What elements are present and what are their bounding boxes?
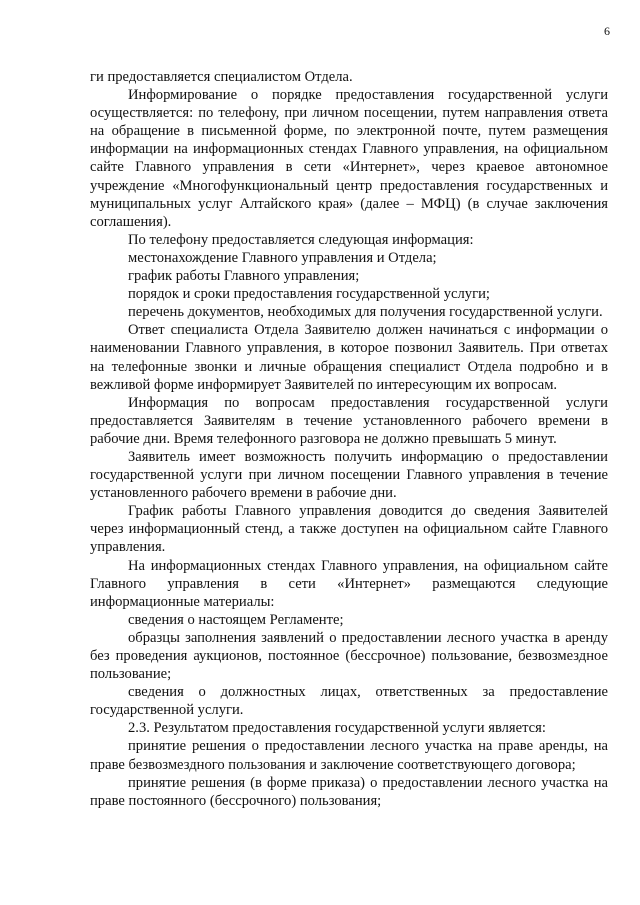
paragraph: Ответ специалиста Отдела Заявителю должен начинаться с информации о наименовании Главного управления, в которое позвонил Заявитель. При ответах на телефонные звонки и личные обращения специалист Отдела подробно и в вежливой форме информирует Заявителей по интересующим их вопросам. — [90, 322, 608, 393]
page-number: 6 — [604, 24, 610, 38]
paragraph: Информация по вопросам предоставления государственной услуги предоставляется Заявителям в течение установленного рабочего времени в рабочие дни. Время телефонного разговора не должно превышать 5 минут. — [90, 394, 608, 447]
paragraph: График работы Главного управления доводится до сведения Заявителей через информационный стенд, а также доступен на официальном сайте Главного управления. — [90, 503, 608, 556]
document-body — [90, 68, 608, 810]
paragraph: Информирование о порядке предоставления государственной услуги осуществляется: по телефону, при личном посещении, путем направления ответа на обращение в письменной форме, по электронной почте, путем размещения информации на информационных стендах Главного управления, на официальном сайте Главного управления в сети «Интернет», через краевое автономное учреждение «Многофункциональный центр предоставления государственных и муниципальных услуг Алтайского края» (далее – МФЦ) (в случае заключения соглашения). — [90, 87, 608, 230]
paragraph: По телефону предоставляется следующая информация: — [128, 231, 474, 248]
list-item: местонахождение Главного управления и Отдела; — [128, 249, 437, 266]
list-item: сведения о должностных лицах, ответственных за предоставление государственной услуги. — [90, 684, 608, 719]
list-item: образцы заполнения заявлений о предоставлении лесного участка в аренду без проведения аукционов, постоянное (бессрочное) пользование, безвозмездное пользование; — [90, 629, 608, 683]
list-item: порядок и сроки предоставления государственной услуги; — [128, 286, 490, 303]
list-item: принятие решения о предоставлении лесного участка на праве аренды, на праве безвозмездного пользования и заключение соответствующего договора; — [90, 738, 608, 773]
paragraph: Заявитель имеет возможность получить информацию о предоставлении государственной услуги при личном посещении Главного управления в течение установленного рабочего времени в рабочие дни. — [90, 448, 608, 502]
paragraph: ги предоставляется специалистом Отдела. — [90, 69, 353, 85]
list-item: перечень документов, необходимых для получения государственной услуги. — [128, 304, 603, 321]
list-item: график работы Главного управления; — [128, 268, 360, 285]
paragraph: На информационных стендах Главного управления, на официальном сайте Главного управления в сети «Интернет» размещаются следующие информационные материалы: — [90, 557, 608, 610]
list-item: принятие решения (в форме приказа) о предоставлении лесного участка на праве постоянного (бессрочного) пользования; — [90, 774, 608, 809]
list-item: сведения о настоящем Регламенте; — [128, 611, 344, 628]
section-heading-paragraph: 2.3. Результатом предоставления государственной услуги является: — [128, 720, 546, 737]
